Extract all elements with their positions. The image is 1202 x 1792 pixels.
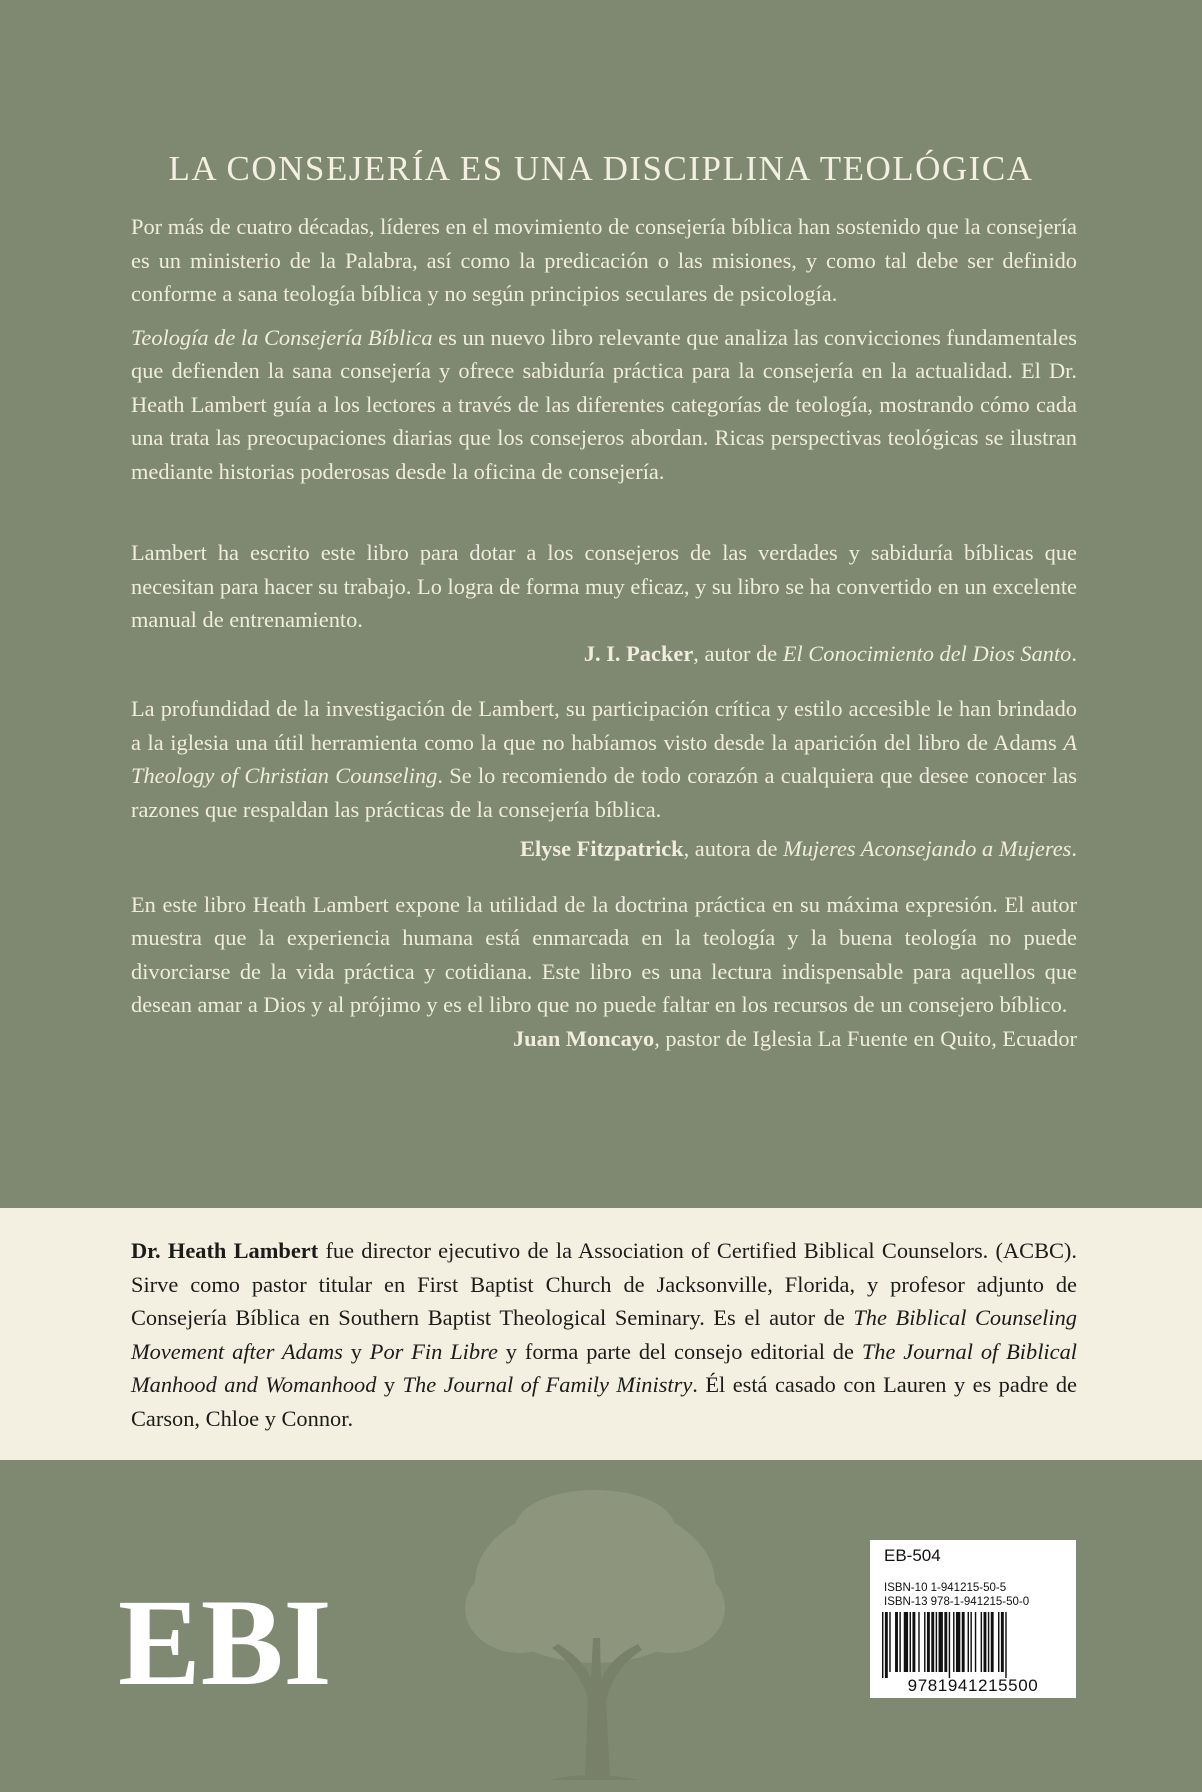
- endorsement-2-attribution: Elyse Fitzpatrick, autora de Mujeres Aconsejando a Mujeres.: [520, 836, 1077, 861]
- author-name: Dr. Heath Lambert: [131, 1238, 319, 1263]
- barcode-bar: [899, 1612, 900, 1672]
- barcode-panel: [870, 1540, 1076, 1698]
- endorser-name: Elyse Fitzpatrick: [520, 836, 684, 861]
- barcode-bar: [953, 1612, 954, 1672]
- description-block: [131, 210, 1077, 1055]
- barcode-bar: [998, 1612, 999, 1672]
- barcode-bars: [882, 1612, 1066, 1678]
- isbn-10: ISBN-10 1-941215-50-5: [884, 1582, 1007, 1594]
- endorsement-3-attribution: Juan Moncayo, pastor de Iglesia La Fuente en Quito, Ecuador: [512, 1025, 1077, 1051]
- endorser-name: Juan Moncayo: [512, 1025, 655, 1051]
- barcode-bar: [1005, 1612, 1006, 1678]
- barcode-bar: [968, 1612, 969, 1672]
- barcode-bar: [988, 1612, 989, 1672]
- endorser-name: J. I. Packer: [583, 640, 694, 666]
- barcode-bar: [949, 1612, 950, 1678]
- barcode-bar: [984, 1612, 987, 1672]
- book-title: Teología de la Consejería Bíblica: [131, 324, 433, 350]
- barcode-bar: [882, 1612, 883, 1678]
- barcode-bar: [970, 1612, 971, 1672]
- barcode-number: 9781941215500: [907, 1676, 1039, 1695]
- tree-icon: [460, 1488, 730, 1788]
- barcode-bar: [931, 1612, 934, 1672]
- barcode-bar: [924, 1612, 925, 1672]
- barcode-bar: [944, 1612, 947, 1672]
- cover-heading: LA CONSEJERÍA ES UNA DISCIPLINA TEOLÓGICA: [168, 149, 1034, 189]
- author-bio: Dr. Heath Lambert fue director ejecutivo de la Association of Certified Biblical Counselors. (ACBC). Sirve como pastor titular en First Baptist Church de Jacksonville, Florida, y profesor adjunto de Consejería Bíblica en Southern Baptist Theological Seminary. Es el autor de The Biblical Counseling Movement after Adams y Por Fin Libre y forma parte del consejo editorial de The Journal of Biblical Manhood and Womanhood y The Journal of Family Ministry. Él está casado con Lauren y es padre de Carson, Chloe y Connor.: [131, 1238, 1077, 1431]
- barcode-bar: [936, 1612, 937, 1672]
- barcode-bar: [975, 1612, 976, 1672]
- barcode-bar: [904, 1612, 908, 1672]
- product-code: EB-504: [884, 1546, 941, 1565]
- barcode-bar: [889, 1612, 890, 1672]
- logo-text: EBI: [118, 1586, 332, 1696]
- publisher-logo: [118, 1586, 368, 1696]
- barcode-bar: [912, 1612, 915, 1672]
- barcode-bar: [981, 1612, 982, 1672]
- intro-paragraph-2: Teología de la Consejería Bíblica es un nuevo libro relevante que analiza las convicciones fundamentales que defienden la sana consejería y ofrece sabiduría práctica para la consejería en la actualidad. El Dr. Heath Lambert guía a los lectores a través de las diferentes categorías de teología, mostrando cómo cada una trata las preocupaciones diarias que los consejeros abordan. Ricas perspectivas teológicas se ilustran mediante historias poderosas desde la oficina de consejería.: [131, 324, 1077, 484]
- barcode-bar: [885, 1612, 888, 1678]
- barcode-bar: [962, 1612, 965, 1672]
- endorsement-1-attribution: J. I. Packer, autor de El Conocimiento del Dios Santo.: [583, 640, 1077, 666]
- endorsement-2-quote: La profundidad de la investigación de Lambert, su participación crítica y estilo accesible le han brindado a la iglesia una útil herramienta como la que no habíamos visto desde la aparición del libro de Adams A Theology of Christian Counseling. Se lo recomiendo de todo corazón a cualquiera que desee conocer las razones que respaldan las prácticas de la consejería bíblica.: [131, 696, 1077, 822]
- isbn-13: ISBN-13 978-1-941215-50-0: [884, 1596, 1030, 1608]
- barcode-bar: [895, 1612, 898, 1672]
- barcode-bar: [918, 1612, 919, 1672]
- endorsement-3-quote: En este libro Heath Lambert expone la utilidad de la doctrina práctica en su máxima expresión. El autor muestra que la experiencia humana está enmarcada en la teología y la buena teología no puede divorciarse de la vida práctica y cotidiana. Este libro es una lectura indispensable para aquellos que desean amar a Dios y al prójimo y es el libro que no puede faltar en los recursos de un consejero bíblico.: [131, 891, 1077, 1017]
- intro-paragraph-1: Por más de cuatro décadas, líderes en el movimiento de consejería bíblica han sostenido que la consejería es un ministerio de la Palabra, así como la predicación o las misiones, y como tal debe ser definido conforme a sana teología bíblica y no según principios seculares de psicología.: [131, 214, 1077, 306]
- barcode-bar: [910, 1612, 911, 1672]
- barcode-bar: [991, 1612, 994, 1672]
- barcode-bar: [939, 1612, 943, 1672]
- barcode-bar: [956, 1612, 960, 1672]
- barcode-bar: [1001, 1612, 1004, 1672]
- barcode-bar: [927, 1612, 930, 1672]
- endorsement-1-quote: Lambert ha escrito este libro para dotar a los consejeros de las verdades y sabiduría bíblicas que necesitan para hacer su trabajo. Lo logra de forma muy eficaz, y su libro se ha convertido en un excelente manual de entrenamiento.: [131, 540, 1077, 632]
